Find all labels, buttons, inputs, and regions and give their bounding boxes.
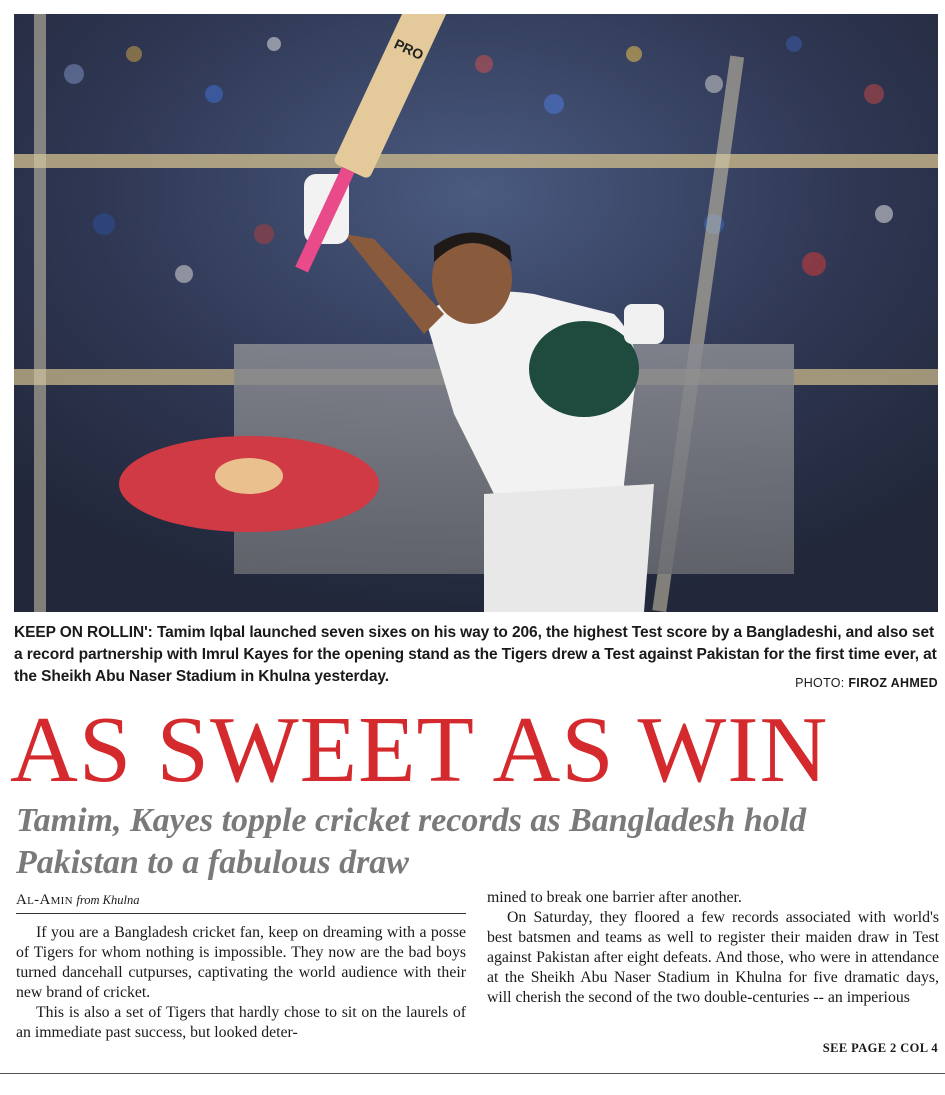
bat-brand-text: PRO: [391, 35, 427, 63]
byline: [16, 892, 139, 909]
caption-lead: KEEP ON ROLLIN':: [14, 624, 153, 641]
cricket-celebration-image: [14, 14, 938, 612]
body-paragraph: If you are a Bangladesh cricket fan, keep on dreaming with a posse of Tigers for whom nothing is impossible. They now are the bad boys turned dancehall cutpurses, captivating the world audience with their new brand of cricket.: [16, 924, 466, 1001]
byline-author: Al-Amin: [16, 892, 73, 908]
continuation-jump[interactable]: SEE PAGE 2 COL 4: [822, 1041, 938, 1055]
headline: AS SWEET AS WIN: [10, 698, 829, 802]
photo-credit-name: FIROZ AHMED: [848, 676, 938, 690]
body-column-2: [487, 888, 939, 1008]
byline-location: from Khulna: [76, 893, 140, 907]
byline-divider: [16, 913, 466, 914]
deck-subheadline: Tamim, Kayes topple cricket records as Bangladesh hold Pakistan to a fabulous draw: [16, 802, 807, 881]
page-bottom-rule: [0, 1073, 945, 1074]
body-paragraph: mined to break one barrier after another.: [487, 889, 742, 906]
photo-credit-label: PHOTO:: [795, 676, 845, 690]
lead-photo: [14, 14, 938, 612]
photo-credit: [795, 676, 938, 690]
body-column-1: [16, 923, 466, 1043]
body-paragraph: This is also a set of Tigers that hardly chose to sit on the laurels of an immediate past success, but looked deter-: [16, 1004, 466, 1041]
caption-text: Tamim Iqbal launched seven sixes on his way to 206, the highest Test score by a Bangladeshi, and also set a record partnership with Imrul Kayes for the opening stand as the Tigers drew a Test against Pakistan for the first time ever, at the Sheikh Abu Naser Stadium in Khulna yesterday.: [14, 624, 937, 685]
body-paragraph: On Saturday, they floored a few records associated with world's best batsmen and teams as well to register their maiden draw in Test against Pakistan after eight defeats. And those, who were in attendance at the Sheikh Abu Naser Stadium in Khulna for five dramatic days, will cherish the second of the two double-centuries -- an imperious: [487, 909, 939, 1006]
